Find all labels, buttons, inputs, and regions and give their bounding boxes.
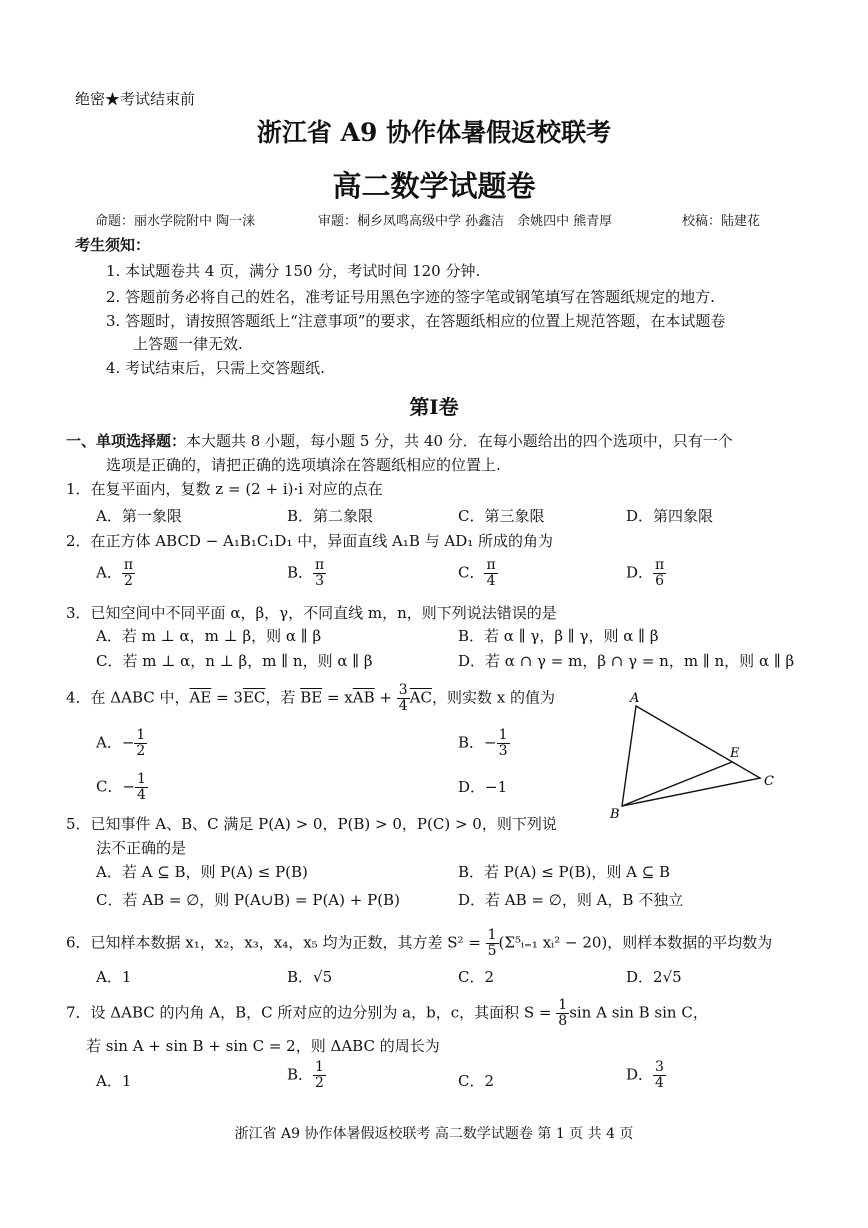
exam-subtitle: 高二数学试题卷	[332, 169, 536, 203]
q7-option-a: A．1	[96, 1072, 132, 1090]
frac-num: 1	[487, 927, 497, 943]
q7-option-c: C．2	[458, 1072, 495, 1090]
vector-ac: $\overline{AC}$	[409, 688, 432, 707]
q1-option-d: D．第四象限	[626, 507, 714, 525]
q4-text: = x	[322, 688, 353, 707]
q7-stem	[66, 998, 708, 1029]
q1-option-a: A．第一象限	[96, 507, 182, 525]
vector-ae: $\overline{AE}$	[189, 688, 212, 707]
q4-text: +	[374, 688, 397, 707]
q4-text: ，若	[265, 688, 301, 707]
q1-stem: 1．在复平面内，复数 z = (2 + i)·i 对应的点在	[66, 480, 383, 498]
vector-ab: $\overline{AB}$	[352, 688, 375, 707]
q1-option-c: C．第三象限	[458, 507, 545, 525]
frac-den: 2	[136, 743, 146, 759]
q4-text: 4．在 ΔABC 中，	[66, 688, 190, 707]
frac-num: π	[655, 557, 665, 573]
notice-item: 2. 答题前务必将自己的姓名，准考证号用黑色字迹的签字笔或钢笔填写在答题纸规定的地方.	[106, 288, 715, 306]
frac-den: 3	[498, 743, 508, 759]
q6-option-d: D．2√5	[626, 968, 682, 986]
frac-den: 2	[123, 573, 133, 589]
frac-num: π	[123, 557, 134, 573]
proof-credit: 校稿：陆建花	[682, 214, 761, 229]
point-e-label: E	[730, 746, 740, 761]
notice-item: 1. 本试题卷共 4 页，满分 150 分，考试时间 120 分钟.	[106, 262, 481, 280]
q3-stem: 3．已知空间中不同平面 α，β，γ，不同直线 m，n，则下列说法错误的是	[66, 604, 557, 622]
q4-option-a	[96, 728, 147, 759]
option-label: B．	[287, 1065, 314, 1084]
frac-den: 5	[487, 943, 497, 959]
q4-option-c	[96, 772, 148, 803]
section-text-2: 选项是正确的，请把正确的选项填涂在答题纸相应的位置上.	[106, 456, 501, 474]
point-a-label: A	[630, 691, 640, 706]
option-label: A．−	[96, 733, 135, 752]
option-label: C．	[458, 563, 485, 582]
q2-option-d	[626, 558, 666, 589]
frac-num: π	[486, 557, 496, 573]
q3-option-a: A．若 m ⊥ α，m ⊥ β，则 α ∥ β	[96, 627, 322, 645]
setter-credit: 命题：丽水学院附中 陶一涞	[95, 214, 256, 229]
exam-title: 浙江省 A9 协作体暑假返校联考	[256, 118, 612, 147]
q7-option-d	[626, 1060, 666, 1091]
section-heading: 一、单项选择题：	[66, 432, 187, 450]
option-label: D．	[626, 563, 654, 582]
q1-option-b: B．第二象限	[287, 507, 374, 525]
q4-option-d: D．−1	[458, 778, 508, 796]
vector-be: $\overline{BE}$	[300, 688, 323, 707]
page-footer: 浙江省 A9 协作体暑假返校联考 高二数学试题卷 第 1 页 共 4 页	[234, 1126, 634, 1142]
q6-stem	[66, 928, 772, 959]
q4-text: ，则实数 x 的值为	[431, 688, 555, 707]
q4-text: = 3	[211, 688, 243, 707]
option-label: B．−	[458, 733, 497, 752]
q6-option-c: C．2	[458, 968, 495, 986]
option-label: A．	[96, 563, 122, 582]
q5-option-b: B．若 P(A) ≤ P(B)，则 A ⊆ B	[458, 863, 671, 881]
frac-num: 1	[315, 1059, 324, 1075]
frac-den: 4	[486, 573, 496, 589]
q7-text: 7．设 ΔABC 的内角 A，B，C 所对应的边分别为 a，b，c，其面积 S =	[66, 1003, 557, 1022]
q5-stem: 5．已知事件 A、B、C 满足 P(A) > 0，P(B) > 0，P(C) > 0，则下列说	[66, 815, 557, 833]
q6-option-a: A．1	[96, 968, 132, 986]
q3-option-b: B．若 α ∥ γ，β ∥ γ，则 α ∥ β	[458, 627, 659, 645]
frac-den: 4	[137, 787, 146, 803]
option-label: B．	[287, 563, 314, 582]
frac-num: 1	[136, 727, 146, 743]
q5-option-c: C．若 AB = ∅，则 P(A∪B) = P(A) + P(B)	[96, 891, 400, 909]
q4-option-b	[458, 728, 510, 759]
point-c-label: C	[764, 774, 774, 789]
q2-stem: 2．在正方体 ABCD − A₁B₁C₁D₁ 中，异面直线 A₁B 与 AD₁ 所成的角为	[66, 532, 554, 550]
q2-option-b	[287, 558, 326, 589]
q5-option-d: D．若 AB = ∅，则 A，B 不独立	[458, 891, 684, 909]
frac-num: π	[315, 557, 325, 573]
q3-option-d: D．若 α ∩ γ = m，β ∩ γ = n，m ∥ n，则 α ∥ β	[458, 652, 795, 670]
frac-den: 4	[398, 698, 408, 714]
q7-text: sin A sin B sin C，	[569, 1003, 708, 1022]
frac-den: 6	[655, 573, 665, 589]
frac-num: 3	[398, 682, 408, 698]
frac-den: 2	[315, 1075, 324, 1091]
option-label: C．−	[96, 777, 136, 796]
section-intro	[66, 430, 733, 452]
q4-stem	[66, 683, 555, 714]
secret-label: 绝密★考试结束前	[75, 90, 196, 108]
triangle-figure	[604, 690, 784, 822]
q2-option-c	[458, 558, 498, 589]
q2-option-a	[96, 558, 135, 589]
section-text: 本大题共 8 小题，每小题 5 分，共 40 分．在每小题给出的四个选项中，只有一个	[186, 432, 733, 450]
frac-num: 1	[498, 727, 508, 743]
q6-text: (Σ⁵ᵢ₌₁ xᵢ² − 20)，则样本数据的平均数为	[498, 933, 773, 952]
volume-title: 第Ⅰ卷	[409, 395, 459, 419]
notice-item: 4. 考试结束后，只需上交答题纸.	[106, 359, 325, 377]
frac-den: 4	[655, 1075, 664, 1091]
notice-item: 上答题一律无效.	[133, 335, 243, 353]
q5-stem-2: 法不正确的是	[96, 839, 187, 857]
frac-den: 3	[315, 573, 325, 589]
q6-option-b: B．√5	[287, 968, 333, 986]
segment-be	[622, 762, 732, 806]
point-b-label: B	[610, 807, 620, 822]
frac-num: 3	[655, 1059, 664, 1075]
notice-title: 考生须知：	[75, 236, 151, 254]
q7-option-b	[287, 1060, 326, 1091]
q7-stem-2: 若 sin A + sin B + sin C = 2，则 ΔABC 的周长为	[86, 1037, 440, 1055]
frac-num: 1	[137, 771, 146, 787]
option-label: D．	[626, 1065, 654, 1084]
vector-ec: $\overline{EC}$	[242, 688, 266, 707]
frac-den: 8	[558, 1013, 568, 1029]
q3-option-c: C．若 m ⊥ α，n ⊥ β，m ∥ n，则 α ∥ β	[96, 652, 373, 670]
notice-item: 3. 答题时，请按照答题纸上“注意事项”的要求，在答题纸相应的位置上规范答题，在本试题卷	[106, 312, 726, 330]
reviewer-credit: 审题：桐乡凤鸣高级中学 孙鑫洁 余姚四中 熊青厚	[318, 214, 613, 229]
frac-num: 1	[558, 997, 568, 1013]
q6-text: 6．已知样本数据 x₁，x₂，x₃，x₄，x₅ 均为正数，其方差 S² =	[66, 933, 486, 952]
q5-option-a: A．若 A ⊆ B，则 P(A) ≤ P(B)	[96, 863, 308, 881]
